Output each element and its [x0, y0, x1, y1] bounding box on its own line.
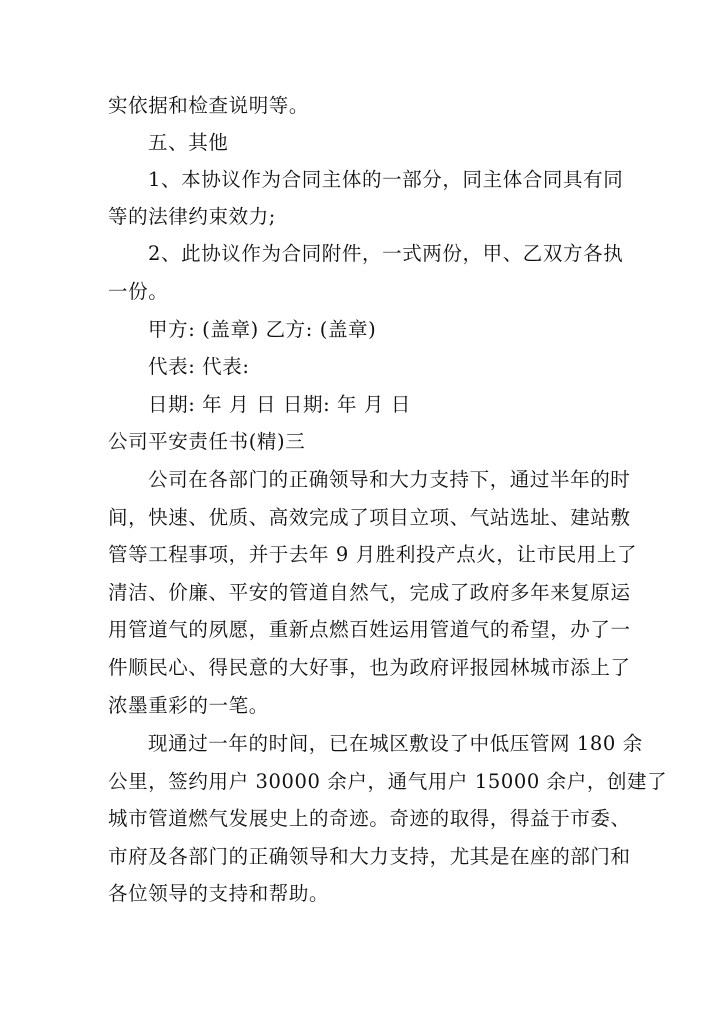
paragraph-line: 城市管道燃气发展史上的奇迹。奇迹的取得，得益于市委、 [108, 807, 631, 830]
paragraph-line: 清洁、价廉、平安的管道自然气，完成了政府多年来复原运 [108, 581, 631, 604]
paragraph-line: 间，快速、优质、高效完成了项目立项、气站选址、建站敷 [108, 506, 631, 529]
signature-line-date: 日期: 年 月 日 日期: 年 月 日 [148, 393, 411, 416]
paragraph-line: 一份。 [108, 280, 169, 303]
document-title: 公司平安责任书(精)三 [108, 430, 306, 453]
paragraph-line: 2、此协议作为合同附件，一式两份，甲、乙双方各执 [148, 242, 624, 265]
paragraph-line: 浓墨重彩的一笔。 [108, 694, 269, 717]
paragraph-line: 实依据和检查说明等。 [108, 94, 310, 117]
paragraph-line: 公里，签约用户 30000 余户，通气用户 15000 余户，创建了 [108, 770, 668, 793]
paragraph-line: 市府及各部门的正确领导和大力支持，尤其是在座的部门和 [108, 845, 631, 868]
paragraph-line: 各位领导的支持和帮助。 [108, 882, 330, 905]
paragraph-line: 件顺民心、得民意的大好事，也为政府评报园林城市添上了 [108, 656, 631, 679]
paragraph-line: 用管道气的夙愿，重新点燃百姓运用管道气的希望，办了一 [108, 618, 631, 641]
paragraph-line: 现通过一年的时间，已在城区敷设了中低压管网 180 余 [148, 732, 643, 755]
paragraph-line: 等的法律约束效力; [108, 205, 276, 228]
signature-line-representative: 代表: 代表: [148, 355, 250, 378]
section-heading: 五、其他 [148, 131, 229, 154]
paragraph-line: 1、本协议作为合同主体的一部分，同主体合同具有同 [148, 168, 624, 191]
signature-line-party: 甲方: (盖章) 乙方: (盖章) [148, 318, 377, 341]
paragraph-line: 公司在各部门的正确领导和大力支持下，通过半年的时 [148, 468, 631, 491]
paragraph-line: 管等工程事项，并于去年 9 月胜利投产点火，让市民用上了 [108, 543, 638, 566]
